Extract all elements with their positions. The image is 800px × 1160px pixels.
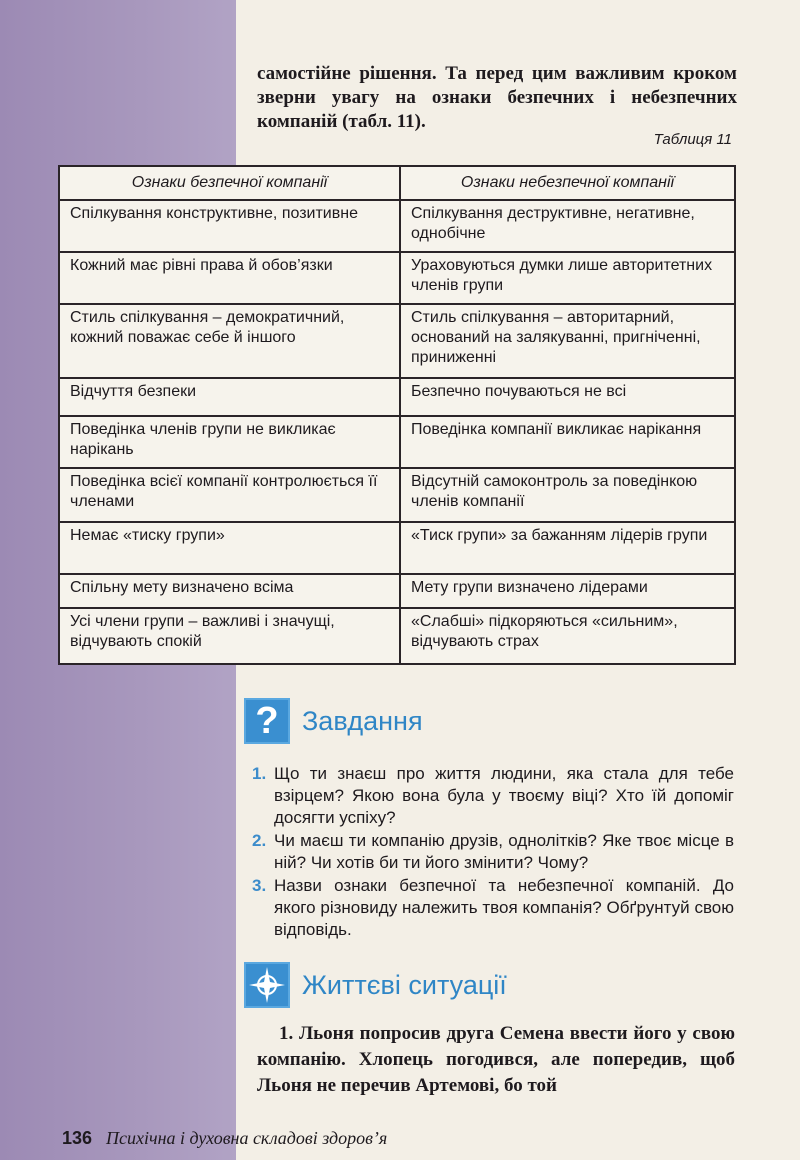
cell-safe: Відчуття безпеки: [59, 378, 400, 416]
task-number: 1.: [252, 764, 267, 783]
page-footer: [62, 1128, 387, 1149]
table-row: [59, 252, 735, 304]
cell-unsafe: Спілкування деструктивне, негативне, однобічне: [400, 200, 735, 252]
cell-unsafe: Відсутній самоконтроль за поведінкою членів компанії: [400, 468, 735, 522]
cell-unsafe: Безпечно почуваються не всі: [400, 378, 735, 416]
cell-safe: Спілкування конструктивне, позитивне: [59, 200, 400, 252]
header-safe: Ознаки безпечної компанії: [59, 166, 400, 200]
tasks-list: [248, 763, 734, 942]
task-text: Назви ознаки безпечної та небезпечної компаній. До якого різновиду належить твоя компанія? Обґрунтуй свою відповідь.: [274, 876, 734, 939]
cell-unsafe: Поведінка компанії викликає нарікання: [400, 416, 735, 468]
compass-star-icon: [244, 962, 290, 1008]
list-item: [248, 763, 734, 829]
task-number: 3.: [252, 876, 267, 895]
cell-safe: Усі члени групи – важливі і значущі, відчувають спокій: [59, 608, 400, 664]
table-row: [59, 608, 735, 664]
situation-text: 1. Льоня попросив друга Семена ввести його у свою компанію. Хлопець погодився, але попередив, щоб Льоня не перечив Артемові, бо той: [257, 1023, 735, 1096]
table-row: [59, 200, 735, 252]
company-signs-table: [58, 165, 736, 665]
list-item: [248, 875, 734, 941]
running-title: Психічна і духовна складові здоров’я: [106, 1128, 388, 1148]
intro-paragraph: [257, 62, 737, 134]
tasks-heading: [244, 698, 423, 744]
table-header-row: [59, 166, 735, 200]
list-item: [248, 830, 734, 874]
intro-text: самостійне рішення. Та перед цим важливим кроком зверни увагу на ознаки безпечних і небезпечних компаній (табл. 11).: [257, 63, 737, 132]
page-number: 136: [62, 1128, 93, 1148]
header-unsafe: Ознаки небезпечної компанії: [400, 166, 735, 200]
tasks-title: Завдання: [302, 705, 423, 736]
cell-safe: Немає «тиску групи»: [59, 522, 400, 574]
table-row: [59, 416, 735, 468]
cell-safe: Кожний має рівні права й обов’язки: [59, 252, 400, 304]
cell-safe: Стиль спілкування – демократичний, кожний поважає себе й іншого: [59, 304, 400, 378]
cell-unsafe: Ураховуються думки лише авторитетних членів групи: [400, 252, 735, 304]
situations-title: Життєві ситуації: [302, 969, 507, 1000]
table-row: [59, 574, 735, 608]
cell-unsafe: «Слабші» підкоряються «сильним», відчувають страх: [400, 608, 735, 664]
situations-heading: [244, 962, 507, 1008]
task-text: Що ти знаєш про життя людини, яка стала для тебе взірцем? Якою вона була у твоєму віці? Хто їй допоміг досягти успіху?: [274, 764, 734, 827]
table-row: [59, 378, 735, 416]
cell-unsafe: «Тиск групи» за бажанням лідерів групи: [400, 522, 735, 574]
cell-safe: Поведінка членів групи не викликає нарікань: [59, 416, 400, 468]
table-row: [59, 522, 735, 574]
task-number: 2.: [252, 831, 267, 850]
cell-unsafe: Мету групи визначено лідерами: [400, 574, 735, 608]
cell-unsafe: Стиль спілкування – авторитарний, оснований на залякуванні, пригніченні, приниженні: [400, 304, 735, 378]
compass-star-icon: [247, 965, 287, 1005]
table-caption: Таблиця 11: [653, 131, 732, 148]
table-row: [59, 468, 735, 522]
cell-safe: Поведінка всієї компанії контролюється її членами: [59, 468, 400, 522]
question-mark-icon: ?: [244, 698, 290, 744]
table-row: [59, 304, 735, 378]
task-text: Чи маєш ти компанію друзів, однолітків? Яке твоє місце в ній? Чи хотів би ти його змінити? Чому?: [274, 831, 734, 872]
cell-safe: Спільну мету визначено всіма: [59, 574, 400, 608]
